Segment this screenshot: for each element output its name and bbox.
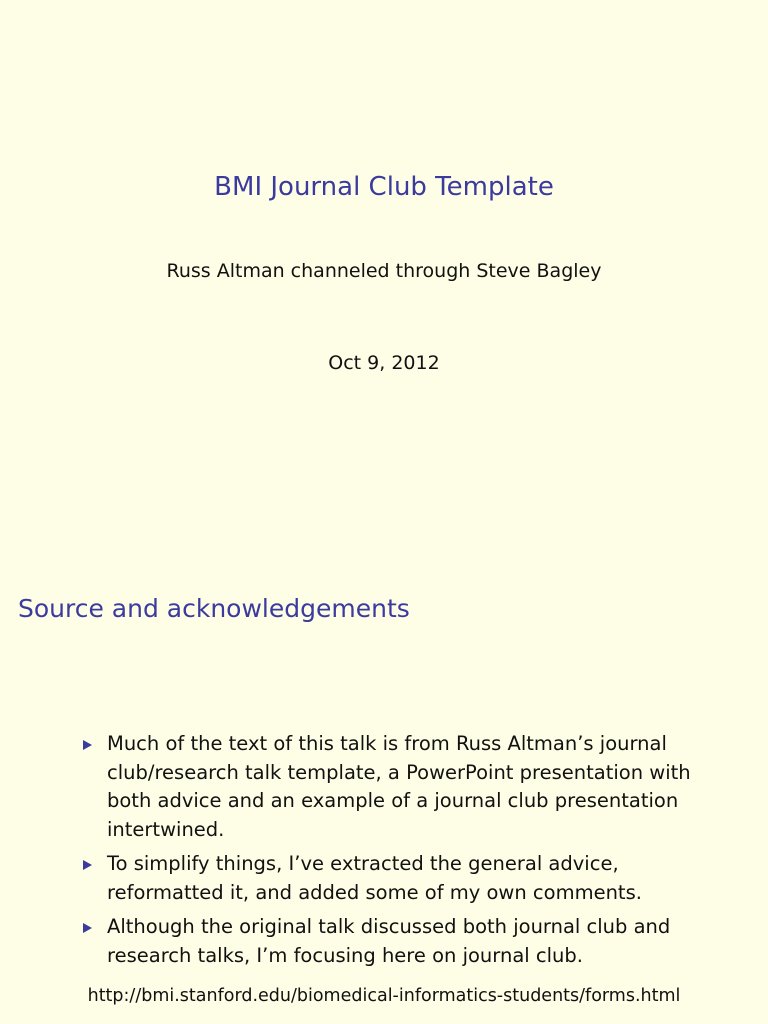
triangle-right-icon [83, 923, 92, 933]
presentation-author: Russ Altman channeled through Steve Bagley [166, 260, 602, 282]
bullet-list [80, 730, 700, 976]
list-item [80, 730, 700, 844]
presentation-date: Oct 9, 2012 [328, 352, 440, 374]
content-slide [0, 512, 768, 1024]
list-item [80, 850, 700, 907]
presentation-title: BMI Journal Club Template [214, 172, 554, 202]
triangle-right-icon [83, 860, 92, 870]
bullet-text: Much of the text of this talk is from Russ Altman’s journal club/research talk template, a PowerPoint presentation with both advice and an example of a journal club presentation intertwined. [107, 732, 691, 841]
list-item [80, 913, 700, 970]
footer-url-link[interactable]: http://bmi.stanford.edu/biomedical-informatics-students/forms.html [87, 986, 681, 1006]
slide-title: Source and acknowledgements [18, 594, 410, 623]
bullet-text: To simplify things, I’ve extracted the general advice, reformatted it, and added some of my own comments. [107, 852, 642, 904]
bullet-text: Although the original talk discussed both journal club and research talks, I’m focusing here on journal club. [107, 915, 671, 967]
triangle-right-icon [83, 740, 92, 750]
